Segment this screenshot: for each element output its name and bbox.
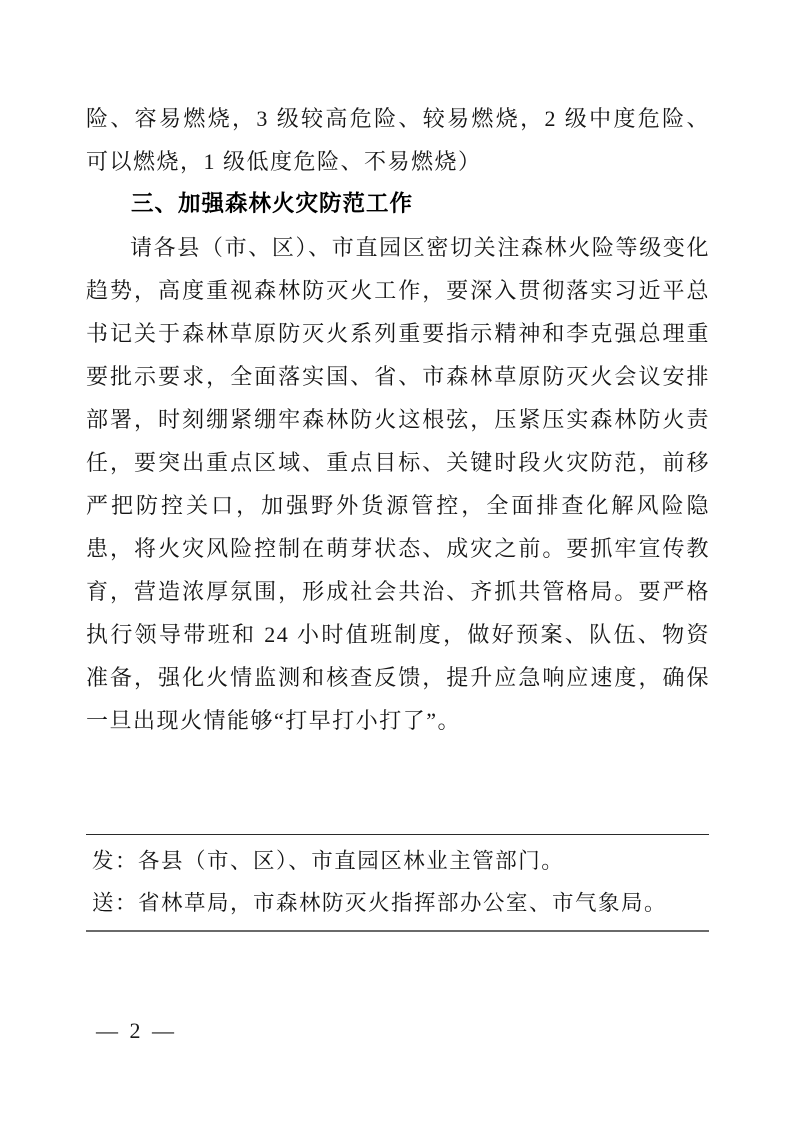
distribution-block	[86, 834, 709, 932]
section-heading: 三、加强森林火灾防范工作	[131, 191, 414, 217]
paragraph-main: 请各县（市、区）、市直园区密切关注森林火险等级变化趋势，高度重视森林防灭火工作，要深入贯彻落实习近平总书记关于森林草原防灭火系列重要指示精神和李克强总理重要批示要求，全面落实国、省、市森林草原防灭火会议安排部署，时刻绷紧绷牢森林防火这根弦，压紧压实森林防火责任，要突出重点区域、重点目标、关键时段火灾防范，前移严把防控关口，加强野外货源管控，全面排查化解风险隐患，将火灾风险控制在萌芽状态、成灾之前。要抓牢宣传教育，营造浓厚氛围，形成社会共治、齐抓共管格局。要严格执行领导带班和 24 小时值班制度，做好预案、队伍、物资准备，强化火情监测和核查反馈，提升应急响应速度，确保一旦出现火情能够“打早打小打了”。	[86, 235, 710, 733]
distribution-to-value: 各县（市、区）、市直园区林业主管部门。	[138, 849, 565, 873]
distribution-row-cc	[92, 882, 709, 924]
document-body	[86, 97, 710, 742]
distribution-to-label: 发：	[92, 849, 139, 873]
distribution-cc-label: 送：	[92, 891, 139, 915]
page-number: — 2 —	[96, 1018, 177, 1043]
distribution-cc-value: 省林草局，市森林防灭火指挥部办公室、市气象局。	[138, 891, 668, 915]
distribution-row-to	[92, 840, 709, 882]
paragraph-continuation: 险、容易燃烧，3 级较高危险、较易燃烧，2 级中度危险、可以燃烧，1 级低度危险、不易燃烧）	[86, 106, 710, 174]
